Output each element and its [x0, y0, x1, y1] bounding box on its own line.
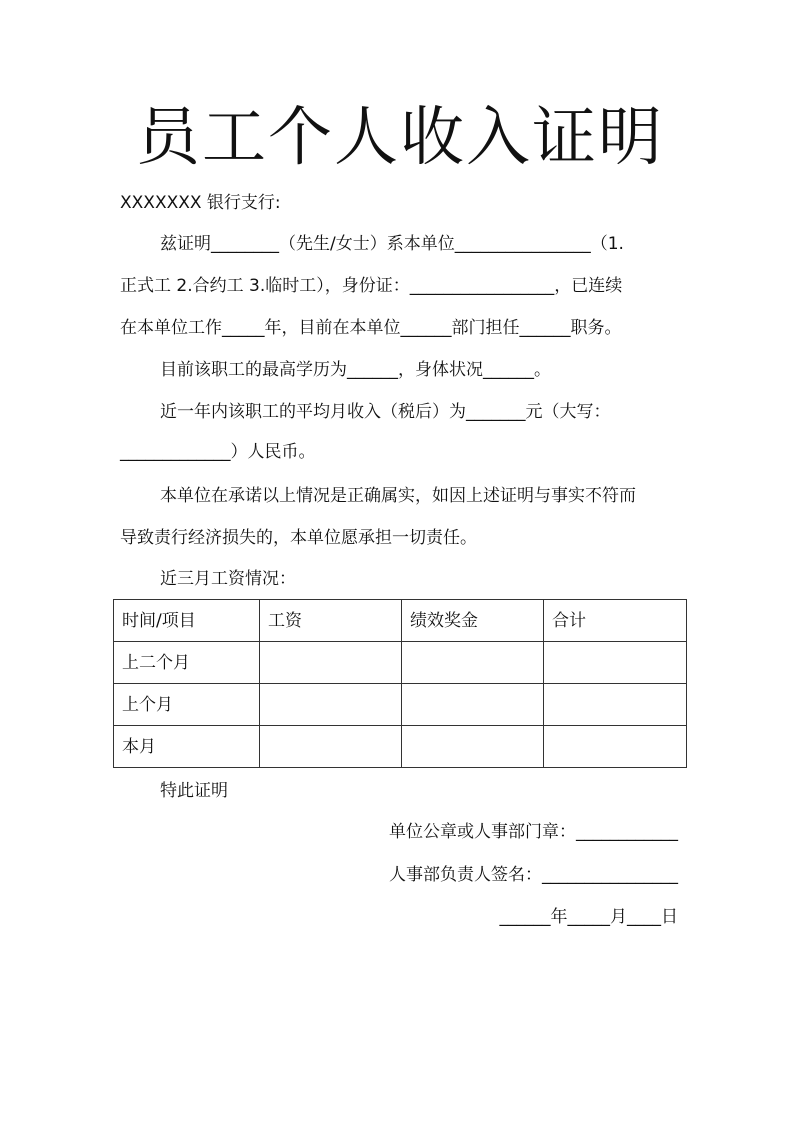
table-cell — [402, 684, 544, 726]
table-header-cell: 工资 — [260, 600, 402, 642]
table-row — [114, 726, 687, 768]
table-row — [114, 684, 687, 726]
seal-line: 单位公章或人事部门章：____________ — [389, 822, 678, 842]
body-line-5: 近一年内该职工的平均月收入（税后）为_______元（大写： — [160, 402, 611, 422]
table-cell: 上个月 — [114, 684, 260, 726]
table-cell — [544, 684, 687, 726]
table-cell — [260, 642, 402, 684]
table-cell — [402, 642, 544, 684]
salary-table-header-row — [114, 600, 687, 642]
date-line: ______年_____月____日 — [499, 907, 678, 927]
salary-table — [113, 599, 687, 768]
body-line-2: 正式工 2.合约工 3.临时工），身份证：_________________，已连续 — [120, 276, 623, 296]
table-cell — [544, 642, 687, 684]
signature-line: 人事部负责人签名：________________ — [389, 865, 678, 885]
table-cell — [544, 726, 687, 768]
salary-section-label: 近三月工资情况： — [160, 569, 296, 589]
table-header-cell: 绩效奖金 — [402, 600, 544, 642]
table-header-cell: 时间/项目 — [114, 600, 260, 642]
body-line-3: 在本单位工作_____年，目前在本单位______部门担任______职务。 — [120, 318, 622, 338]
document-title: 员工个人收入证明 — [136, 101, 664, 175]
table-header-cell: 合计 — [544, 600, 687, 642]
body-line-4: 目前该职工的最高学历为______，身体状况______。 — [160, 360, 551, 380]
table-cell: 本月 — [114, 726, 260, 768]
table-cell — [402, 726, 544, 768]
body-line-1: 兹证明________（先生/女士）系本单位________________（1. — [160, 234, 624, 254]
body-line-8: 导致责行经济损失的，本单位愿承担一切责任。 — [120, 528, 477, 548]
table-cell: 上二个月 — [114, 642, 260, 684]
table-cell — [260, 684, 402, 726]
table-row — [114, 642, 687, 684]
body-line-7: 本单位在承诺以上情况是正确属实，如因上述证明与事实不符而 — [160, 486, 636, 506]
closing-text: 特此证明 — [160, 781, 228, 801]
table-cell — [260, 726, 402, 768]
addressee-line: XXXXXXX 银行支行: — [120, 193, 281, 213]
body-line-6: _____________）人民币。 — [120, 442, 316, 462]
